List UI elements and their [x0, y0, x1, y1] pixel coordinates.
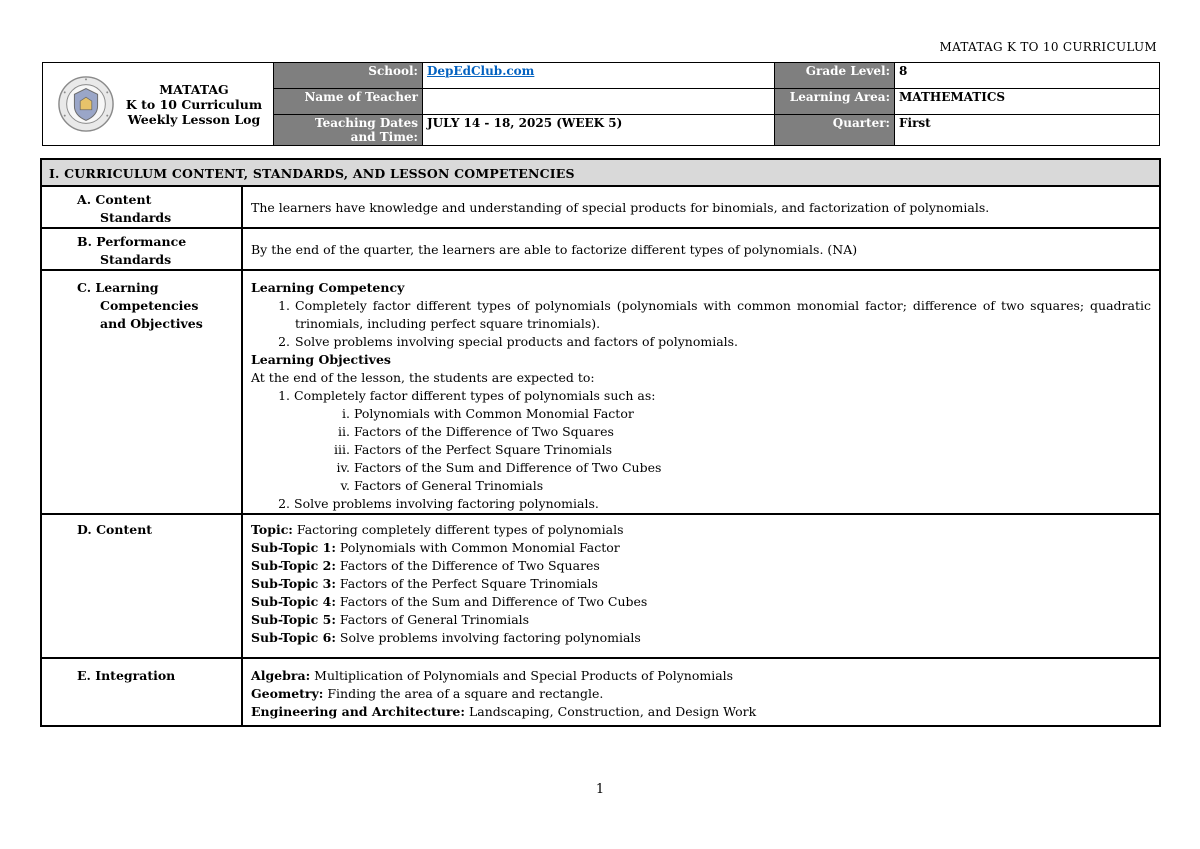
performance-standards-label-line-1: B. Performance [77, 234, 187, 249]
topic-key: Topic: [251, 522, 293, 537]
sub-objective-item: ii. Factors of the Difference of Two Squares [354, 423, 1151, 441]
content-standards-label [41, 186, 242, 228]
teaching-dates-value: JULY 14 - 18, 2025 (WEEK 5) [423, 115, 775, 146]
teacher-label: Name of Teacher [274, 89, 423, 115]
subtopic-value: Solve problems involving factoring polynomials [335, 630, 641, 645]
grade-level-value: 8 [895, 63, 1160, 89]
objectives-heading: Learning Objectives [251, 352, 391, 367]
integration-line [251, 667, 1151, 685]
performance-standards-label-line-2: Standards [100, 252, 172, 267]
subtopic-value: Factors of General Trinomials [335, 612, 530, 627]
integration-label [41, 658, 242, 726]
objective-item: 2. Solve problems involving factoring polynomials. [294, 495, 1151, 513]
subtopic-key: Sub-Topic 3: [251, 576, 336, 591]
subtopic-value: Polynomials with Common Monomial Factor [335, 540, 620, 555]
sub-objective-item: v. Factors of General Trinomials [354, 477, 1151, 495]
topic-line [251, 521, 1151, 539]
school-value [423, 63, 775, 89]
subtopic-line [251, 557, 1151, 575]
log-title-line-3: Weekly Lesson Log [127, 111, 261, 127]
sub-objective-item: iii. Factors of the Perfect Square Trinomials [354, 441, 1151, 459]
sub-objective-item: i. Polynomials with Common Monomial Factor [354, 405, 1151, 423]
sub-objective-item: iv. Factors of the Sum and Difference of Two Cubes [354, 459, 1151, 477]
competencies-label-line-1: C. Learning [77, 280, 159, 295]
integration-line [251, 703, 1151, 721]
competency-heading: Learning Competency [251, 280, 405, 295]
subtopic-line [251, 539, 1151, 557]
integration-key: Geometry: [251, 686, 324, 701]
content-standards-label-line-1: A. Content [77, 192, 152, 207]
curriculum-header-label: MATATAG K TO 10 CURRICULUM [939, 40, 1157, 54]
learning-area-label: Learning Area: [775, 89, 895, 115]
deped-seal-icon [57, 75, 115, 133]
subtopic-value: Factors of the Difference of Two Squares [335, 558, 600, 573]
subtopic-key: Sub-Topic 4: [251, 594, 336, 609]
performance-standards-label [41, 228, 242, 270]
subtopic-line [251, 629, 1151, 647]
integration-key: Engineering and Architecture: [251, 704, 465, 719]
objectives-intro: At the end of the lesson, the students are expected to: [251, 370, 595, 385]
lesson-log-header-table [42, 62, 1160, 146]
competency-item: 2. Solve problems involving special products and factors of polynomials. [294, 333, 1151, 351]
subtopic-value: Factors of the Perfect Square Trinomials [335, 576, 598, 591]
content-standards-text: The learners have knowledge and understanding of special products for binomials, and factorization of polynomials. [242, 186, 1160, 228]
grade-level-label: Grade Level: [775, 63, 895, 89]
teaching-dates-label-line-2: and Time: [350, 130, 418, 144]
objective-item [294, 387, 1151, 495]
competencies-label-line-2: Competencies [100, 298, 199, 313]
school-label: School: [274, 63, 423, 89]
learning-area-value: MATHEMATICS [895, 89, 1160, 115]
quarter-value: First [895, 115, 1160, 146]
objective-list [251, 387, 1151, 513]
section-title: I. CURRICULUM CONTENT, STANDARDS, AND LESSON COMPETENCIES [41, 159, 1160, 186]
teaching-dates-label-line-1: Teaching Dates [315, 116, 418, 130]
integration-key: Algebra: [251, 668, 311, 683]
sub-objective-list [294, 405, 1151, 495]
subtopic-key: Sub-Topic 2: [251, 558, 336, 573]
integration-value: Finding the area of a square and rectangle. [323, 686, 604, 701]
subtopic-key: Sub-Topic 5: [251, 612, 336, 627]
competency-list [251, 297, 1151, 351]
subtopic-line [251, 593, 1151, 611]
subtopic-key: Sub-Topic 6: [251, 630, 336, 645]
logo-cell [43, 63, 274, 146]
integration-cell [242, 658, 1160, 726]
subtopic-line [251, 575, 1151, 593]
competencies-label-line-3: and Objectives [100, 316, 203, 331]
log-title-line-1: MATATAG [159, 81, 229, 97]
integration-label-text: E. Integration [77, 668, 176, 683]
objective-item-text: Completely factor different types of polynomials such as: [294, 388, 656, 403]
subtopic-key: Sub-Topic 1: [251, 540, 336, 555]
competencies-label [41, 270, 242, 514]
school-link[interactable]: DepEdClub.com [427, 64, 535, 78]
topic-value: Factoring completely different types of polynomials [292, 522, 624, 537]
subtopic-line [251, 611, 1151, 629]
teacher-value [423, 89, 775, 115]
log-title [115, 82, 273, 127]
curriculum-content-table [40, 158, 1161, 727]
performance-standards-text: By the end of the quarter, the learners are able to factorize different types of polynomials. (NA) [242, 228, 1160, 270]
quarter-label: Quarter: [775, 115, 895, 146]
competencies-cell [242, 270, 1160, 514]
subtopic-value: Factors of the Sum and Difference of Two Cubes [335, 594, 648, 609]
content-label [41, 514, 242, 658]
competency-item: 1. Completely factor different types of polynomials (polynomials with common monomial factor; difference of two squares; quadratic trinomials, including perfect square trinomials). [294, 297, 1151, 333]
content-standards-label-line-2: Standards [100, 210, 172, 225]
integration-line [251, 685, 1151, 703]
content-label-text: D. Content [77, 522, 153, 537]
integration-value: Multiplication of Polynomials and Special Products of Polynomials [310, 668, 734, 683]
content-cell [242, 514, 1160, 658]
integration-value: Landscaping, Construction, and Design Work [464, 704, 757, 719]
page-number: 1 [595, 782, 605, 797]
log-title-line-2: K to 10 Curriculum [125, 96, 263, 112]
teaching-dates-label [274, 115, 423, 146]
